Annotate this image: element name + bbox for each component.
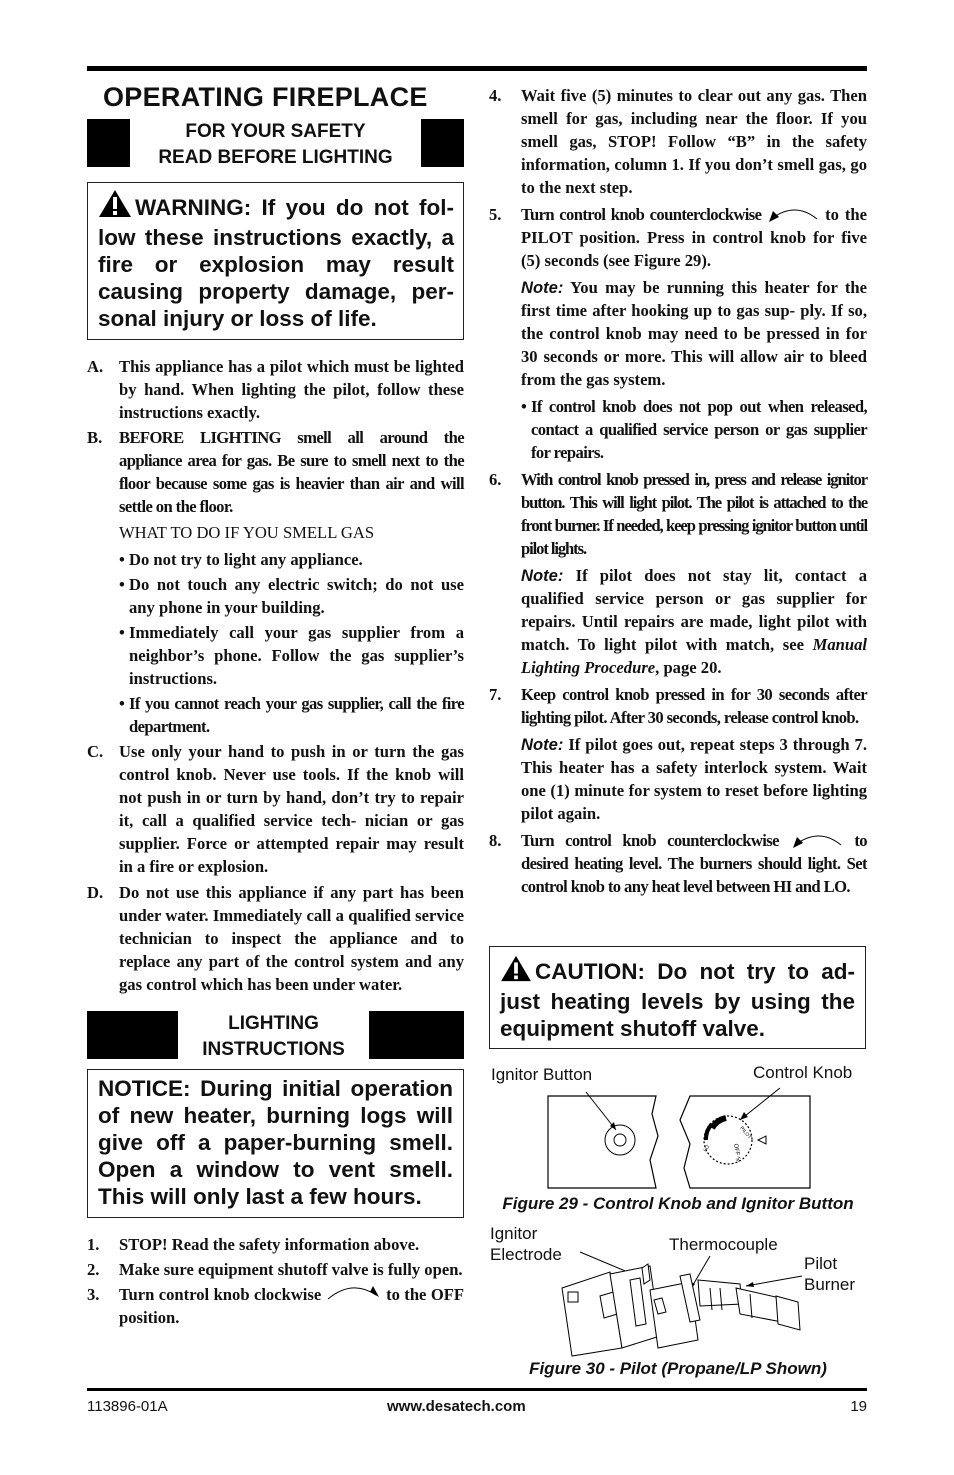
warning-box: [87, 182, 464, 340]
safety-banner-line2: READ BEFORE LIGHTING: [158, 147, 393, 168]
caution-text: Do not try to ad- just heating levels by using the equipment shutoff valve.: [500, 959, 855, 1041]
warning-lead: WARNING:: [135, 195, 252, 220]
item-label: A.: [87, 357, 104, 376]
step-text-a: Turn control knob counterclockwise: [521, 831, 779, 850]
list-item: [87, 355, 464, 424]
left-column: [87, 80, 464, 1329]
clockwise-arrow-icon: [326, 1283, 382, 1301]
safety-banner-line1: FOR YOUR SAFETY: [185, 121, 366, 142]
ignitor-button-label: Ignitor Button: [491, 1065, 593, 1084]
page-title: OPERATING FIREPLACE: [103, 82, 428, 112]
step-text: Wait five (5) minutes to clear out any gas. Then smell for gas, including near the floor. If you smell gas, STOP! Follow “B” in the safety information, column 1. If you don’t smell gas, go to the next step.: [521, 86, 867, 197]
step-label: 4.: [489, 86, 502, 105]
warning-triangle-icon: [98, 189, 132, 224]
list-item: [87, 426, 464, 518]
step-text: Make sure equipment shutoff valve is fully open.: [119, 1260, 463, 1279]
website-link[interactable]: www.desatech.com: [387, 1398, 526, 1415]
step-text: [119, 1283, 464, 1329]
electrode-label-line2: Electrode: [490, 1245, 562, 1264]
knob-off-marking: OFF: [732, 1143, 741, 1157]
item-text: BEFORE LIGHTING smell all around the appliance area for gas. Be sure to smell next to the floor because some gas is heavier than air and will settle on the floor.: [119, 428, 464, 516]
list-item: [489, 683, 867, 729]
banner-block-left: [87, 119, 130, 167]
bullet-text: Immediately call your gas supplier from a neighbor’s phone. Follow the gas supplier’s instructions.: [129, 623, 464, 688]
list-item: [489, 468, 867, 560]
item-label: D.: [87, 883, 104, 902]
figure-29-diagram: [540, 1084, 815, 1192]
lighting-banner: [87, 1011, 464, 1059]
page-number: 19: [850, 1398, 867, 1415]
note-6: [489, 564, 867, 679]
counterclockwise-arrow-icon: [791, 831, 843, 849]
knob-lo-marking: LO: [702, 1144, 712, 1153]
list-item: [87, 740, 464, 878]
item-text: This appliance has a pilot which must be lighted by hand. When lighting the pilot, follow these instructions exactly.: [119, 357, 464, 422]
warning-text: If you do not fol- low these instructions exactly, a fire or explosion may result causing property damage, per- sonal injury or loss of life.: [98, 195, 454, 331]
list-item: [87, 881, 464, 996]
note-5: [489, 276, 867, 391]
lighting-banner-line1: LIGHTING: [228, 1013, 319, 1034]
step-label: 5.: [489, 205, 502, 224]
list-item: [489, 203, 867, 272]
caution-box: [489, 946, 866, 1049]
note-7: [489, 733, 867, 825]
doc-number: 113896-01A: [87, 1398, 168, 1415]
banner-block-right: [421, 119, 464, 167]
figure-29-caption: Figure 29 - Control Knob and Ignitor Button: [502, 1194, 854, 1213]
right-column: [489, 84, 867, 898]
list-item: [87, 1258, 464, 1281]
item-label: B.: [87, 428, 103, 447]
bullet-text: If you cannot reach your gas supplier, call the fire department.: [129, 694, 464, 736]
page-footer: [87, 1388, 867, 1415]
step-label: 1.: [87, 1235, 100, 1254]
step-label: 2.: [87, 1260, 100, 1279]
list-item: • If you cannot reach your gas supplier, call the fire department.: [119, 694, 464, 736]
bullet-text: If control knob does not pop out when released, contact a qualified service person or gas supplier for repairs.: [531, 397, 867, 462]
step-text: Keep control knob pressed in for 30 seconds after lighting pilot. After 30 seconds, release control knob.: [521, 685, 867, 727]
step-text: STOP! Read the safety information above.: [119, 1235, 420, 1254]
banner-block-left: [87, 1011, 178, 1059]
step-text-a: Turn control knob counterclockwise: [521, 205, 762, 224]
list-item: • Immediately call your gas supplier from a neighbor’s phone. Follow the gas supplier’s instructions.: [119, 623, 464, 688]
banner-block-right: [369, 1011, 464, 1059]
warning-triangle-icon: [500, 955, 532, 988]
item-label: C.: [87, 742, 104, 761]
step-label: 7.: [489, 685, 502, 704]
step-text: [521, 829, 867, 898]
counterclockwise-arrow-icon: [767, 205, 819, 223]
safety-banner: [87, 119, 464, 167]
figure-30-caption: Figure 30 - Pilot (Propane/LP Shown): [529, 1359, 827, 1378]
list-item: [87, 1283, 464, 1329]
step-text: [521, 203, 867, 272]
smell-gas-heading: WHAT TO DO IF YOU SMELL GAS: [119, 523, 375, 542]
note-5-bullet: • If control knob does not pop out when released, contact a qualified service person or gas supplier for repairs.: [521, 397, 867, 462]
step-label: 3.: [87, 1285, 100, 1304]
step-text-b: to the OFF position.: [119, 1285, 464, 1327]
note-label: Note:: [521, 566, 564, 585]
burner-label-line1: Pilot: [804, 1254, 838, 1273]
list-item: [87, 1233, 464, 1256]
step-text-b: to desired heating level. The burners should light. Set control knob to any heat level between HI and LO.: [521, 831, 867, 896]
note-label: Note:: [521, 278, 564, 297]
lighting-banner-line2: INSTRUCTIONS: [202, 1039, 345, 1060]
note-label: Note:: [521, 735, 564, 754]
note-text: You may be running this heater for the first time after hooking up to gas sup- ply. If so, the control knob may need to be pressed in for 30 seconds or more. This will allow air to bleed from the gas system.: [521, 278, 867, 389]
top-rule: [87, 66, 867, 71]
note-text: If pilot does not stay lit, contact a qualified service person or gas supplier for repairs. Until repairs are made, light pilot with match. To light pilot with match, see: [521, 566, 867, 654]
step-text-a: Turn control knob clockwise: [119, 1285, 322, 1304]
step-label: 8.: [489, 831, 502, 850]
bullet-text: Do not touch any electric switch; do not use any phone in your building.: [129, 575, 464, 617]
safety-list: [87, 355, 464, 996]
manual-lighting-reference: Manual Lighting Procedure: [521, 635, 867, 677]
step-text: With control knob pressed in, press and release ignitor button. This will light pilot. The pilot is attached to the front burner. If needed, keep pressing ignitor button until pilot lights.: [521, 470, 867, 558]
list-item: [489, 84, 867, 199]
list-item: • Do not touch any electric switch; do not use any phone in your building.: [119, 575, 464, 617]
caution-lead: CAUTION:: [535, 959, 645, 984]
steps-list-left: [87, 1233, 464, 1329]
note-text: If pilot goes out, repeat steps 3 through 7. This heater has a safety interlock system. Wait one (1) minute for system to reset before lighting pilot again.: [521, 735, 867, 823]
burner-label-line2: Burner: [804, 1275, 856, 1294]
lighting-banner-text: [202, 1011, 345, 1059]
knob-pilot-marking: PILOT: [738, 1125, 753, 1141]
list-item: [489, 829, 867, 898]
item-text: Do not use this appliance if any part has been under water. Immediately call a qualified service technician to inspect the appliance and to replace any part of the control system and any gas control which has been under water.: [119, 883, 464, 994]
list-item: • Do not try to light any appliance.: [87, 548, 464, 571]
thermocouple-label: Thermocouple: [669, 1235, 778, 1254]
knob-hi-marking: HI: [733, 1155, 742, 1163]
note-text-end: , page 20.: [655, 658, 722, 677]
step-text-b: to the PILOT position. Press in control knob for five (5) seconds (see Figure 29).: [521, 205, 867, 270]
item-text: Use only your hand to push in or turn the gas control knob. Never use tools. If the knob will not push in or turn by hand, don’t try to repair it, call a qualified service tech- nician or gas supplier. Force or attempted repair may result in a fire or explosion.: [119, 742, 464, 876]
step-label: 6.: [489, 470, 502, 489]
notice-box: NOTICE: During initial operation of new heater, burning logs will give off a paper-burning smell. Open a window to vent smell. This will only last a few hours.: [87, 1069, 464, 1218]
bullet-text: Do not try to light any appliance.: [129, 550, 363, 569]
electrode-label-line1: Ignitor: [490, 1224, 538, 1243]
figure-30-diagram: [550, 1240, 820, 1360]
safety-banner-text: [158, 119, 392, 167]
control-knob-label: Control Knob: [753, 1063, 853, 1082]
